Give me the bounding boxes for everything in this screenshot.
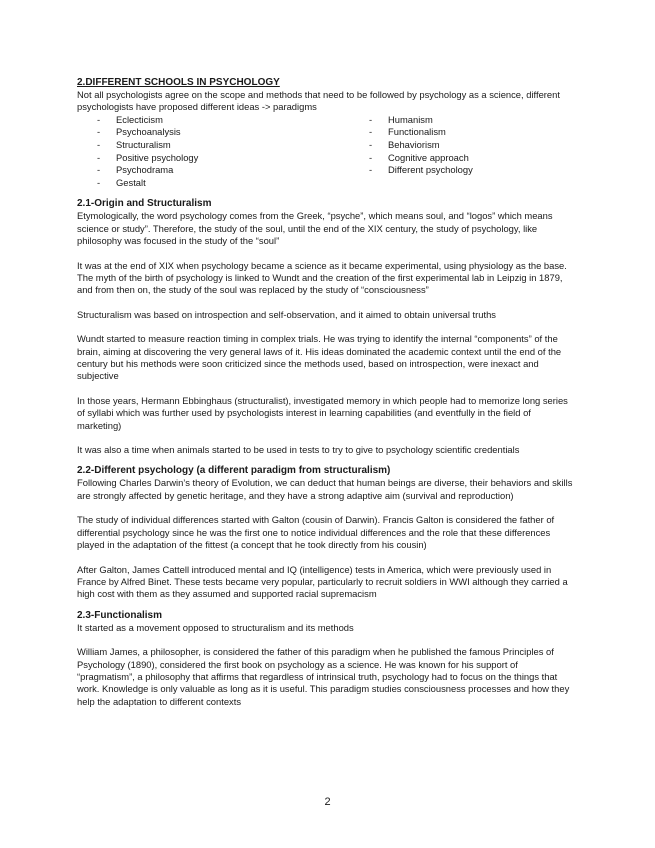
section-title-origin: 2.1-Origin and Structuralism — [77, 198, 212, 210]
list-item: - Psychoanalysis — [97, 126, 181, 138]
list-item: - Eclecticism — [97, 113, 163, 125]
paragraph: After Galton, James Cattell introduced mental and IQ (intelligence) tests in America, which were previously used in France by Alfred Binet. These tests became very popular, particularly to recruit soldiers in WWI although they carried a high cost with them as they assumed and supported racial supremacism — [77, 563, 568, 600]
paradigm-list-right — [369, 114, 473, 190]
list-item: - Positive psychology — [97, 151, 199, 163]
list-item: - Functionalism — [369, 126, 446, 138]
section-title-different-psychology: 2.2-Different psychology (a different paradigm from structuralism) — [77, 465, 391, 477]
paragraph: It was at the end of XIX when psychology became a science as it became experimental, using physiology as the base. The myth of the birth of psychology is linked to Wundt and the creation of the first experimental lab in Leipzig in 1879, and from then on, the study of the soul was replaced by the study of “consciousness” — [77, 259, 567, 296]
list-item: - Structuralism — [97, 139, 171, 150]
paragraph: William James, a philosopher, is considered the father of this paradigm when he published the famous Principles of Psychology (1890), considered the first book on psychology as a science. He was known for his support of “pragmatism”, a philosophy that affirms that regardless of intrinsical truth, psychology had to focus on the things that work. Knowledge is only valuable as long as it is useful. This paradigm studies consciousness processes and how they help the adaptation to different contexts — [77, 646, 570, 707]
document-page — [77, 77, 577, 708]
list-item: - Humanism — [369, 113, 433, 125]
paragraph: The study of individual differences started with Galton (cousin of Darwin). Francis Galton is considered the father of differential psychology since he was the first one to notice individual differences and the role that these differences played in the adaptation of the fittest (a concept that he took directly from his cousin) — [77, 514, 555, 551]
paradigm-list-left — [77, 114, 369, 190]
section-title-functionalism: 2.3-Functionalism — [77, 609, 163, 621]
paragraph: It was also a time when animals started to be used in tests to try to give to psychology scientific credentials — [77, 444, 520, 456]
paragraph: It started as a movement opposed to structuralism and its methods — [77, 621, 354, 633]
list-item: - Behaviorism — [369, 139, 440, 150]
paragraph: Structuralism was based on introspection and self-observation, and it aimed to obtain universal truths — [77, 308, 496, 320]
paragraph: Following Charles Darwin’s theory of Evolution, we can deduct that human beings are diverse, their behaviors and skills are strongly affected by genetic heritage, and they have a strong adaptive aim (survival and reproduction) — [77, 477, 573, 501]
list-item: - Cognitive approach — [369, 151, 469, 163]
list-item: - Gestalt — [97, 176, 146, 188]
section-intro: Not all psychologists agree on the scope and methods that need to be followed by psychology as a science, different psychologists have proposed different ideas -> paradigms — [77, 89, 560, 113]
section-title-schools: 2.DIFFERENT SCHOOLS IN PSYCHOLOGY — [77, 77, 280, 88]
list-item: - Different psychology — [369, 164, 473, 176]
paragraph: Etymologically, the word psychology comes from the Greek, “psyche”, which means soul, and “logos” which means science or study”. Therefore, the study of the soul, until the end of the XIX century, the study of psychology, like philosophy was focused in the study of the “soul” — [77, 210, 553, 247]
paradigm-lists — [77, 114, 577, 190]
paragraph: In those years, Hermann Ebbinghaus (structuralist), investigated memory in which people had to memorize long series of syllabi which was further used by psychologists interest in learning capabilities (and eventfully in the field of marketing) — [77, 394, 568, 431]
paragraph: Wundt started to measure reaction timing in complex trials. He was trying to identify the internal “components” of the brain, aiming at discovering the very general laws of it. His ideas dominated the academic context until the end of the century but his methods were soon criticized since the methods used, based on introspection, were inexact and subjective — [77, 333, 562, 382]
page-number: 2 — [324, 796, 331, 808]
list-item: - Psychodrama — [97, 164, 174, 176]
